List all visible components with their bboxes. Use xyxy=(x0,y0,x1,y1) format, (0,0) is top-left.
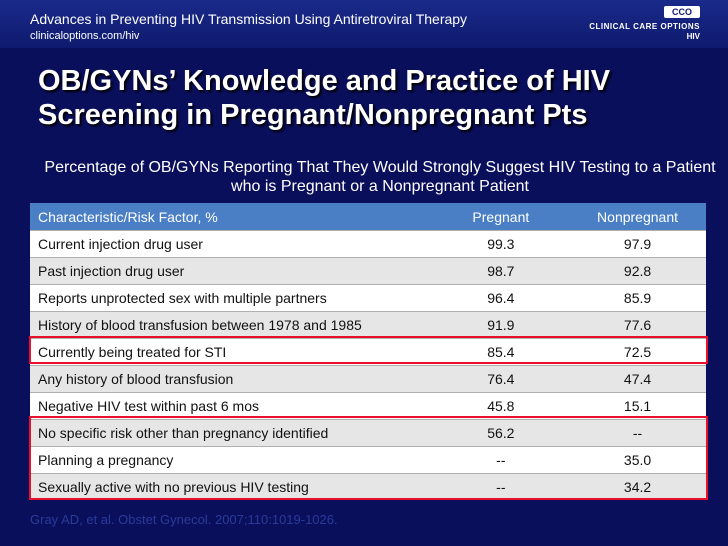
pregnant-cell: 85.4 xyxy=(433,339,569,366)
pregnant-cell: 91.9 xyxy=(433,312,569,339)
characteristic-cell: Any history of blood transfusion xyxy=(30,366,433,393)
pregnant-cell: 96.4 xyxy=(433,285,569,312)
nonpregnant-cell: 35.0 xyxy=(569,447,706,474)
nonpregnant-cell: 47.4 xyxy=(569,366,706,393)
header-title: Advances in Preventing HIV Transmission Using Antiretroviral Therapy xyxy=(30,11,468,27)
nonpregnant-cell: -- xyxy=(569,420,706,447)
characteristic-cell: No specific risk other than pregnancy identified xyxy=(30,420,433,447)
logo-text: CLINICAL CARE OPTIONS xyxy=(589,22,700,31)
table-row xyxy=(30,366,706,393)
pregnant-cell: 76.4 xyxy=(433,366,569,393)
nonpregnant-cell: 85.9 xyxy=(569,285,706,312)
table-row xyxy=(30,285,706,312)
characteristic-cell: Currently being treated for STI xyxy=(30,339,433,366)
nonpregnant-cell: 97.9 xyxy=(569,231,706,258)
header-pregnant: Pregnant xyxy=(433,203,569,231)
nonpregnant-cell: 34.2 xyxy=(569,474,706,501)
citation: Gray AD, et al. Obstet Gynecol. 2007;110:1019-1026. xyxy=(30,512,338,527)
slide-subtitle: Percentage of OB/GYNs Reporting That They Would Strongly Suggest HIV Testing to a Patient who is Pregnant or a Nonpregnant Patient xyxy=(44,159,716,195)
characteristic-cell: Past injection drug user xyxy=(30,258,433,285)
highlight-box-sti xyxy=(29,336,708,364)
nonpregnant-cell: 72.5 xyxy=(569,339,706,366)
pregnant-cell: 56.2 xyxy=(433,420,569,447)
characteristic-cell: Negative HIV test within past 6 mos xyxy=(30,393,433,420)
characteristic-cell: Current injection drug user xyxy=(30,231,433,258)
pregnant-cell: 45.8 xyxy=(433,393,569,420)
pregnant-cell: -- xyxy=(433,474,569,501)
characteristic-cell: Sexually active with no previous HIV testing xyxy=(30,474,433,501)
slide-title: OB/GYNs’ Knowledge and Practice of HIV Screening in Pregnant/Nonpregnant Pts xyxy=(38,65,611,131)
header-characteristic: Characteristic/Risk Factor, % xyxy=(30,203,433,231)
nonpregnant-cell: 15.1 xyxy=(569,393,706,420)
nonpregnant-cell: 92.8 xyxy=(569,258,706,285)
clinical-care-options-logo xyxy=(588,6,708,46)
pregnant-cell: -- xyxy=(433,447,569,474)
characteristic-cell: Reports unprotected sex with multiple partners xyxy=(30,285,433,312)
table-row xyxy=(30,231,706,258)
characteristic-cell: History of blood transfusion between 1978 and 1985 xyxy=(30,312,433,339)
table-header-row xyxy=(30,203,706,231)
highlight-box-bottom-rows xyxy=(29,416,708,500)
logo-mark: CCO xyxy=(664,6,700,18)
nonpregnant-cell: 77.6 xyxy=(569,312,706,339)
header-url: clinicaloptions.com/hiv xyxy=(30,30,140,42)
table-row xyxy=(30,258,706,285)
pregnant-cell: 99.3 xyxy=(433,231,569,258)
table-row xyxy=(30,312,706,339)
header-nonpregnant: Nonpregnant xyxy=(569,203,706,231)
pregnant-cell: 98.7 xyxy=(433,258,569,285)
characteristic-cell: Planning a pregnancy xyxy=(30,447,433,474)
top-banner xyxy=(0,0,728,48)
logo-sub: HIV xyxy=(686,32,700,41)
